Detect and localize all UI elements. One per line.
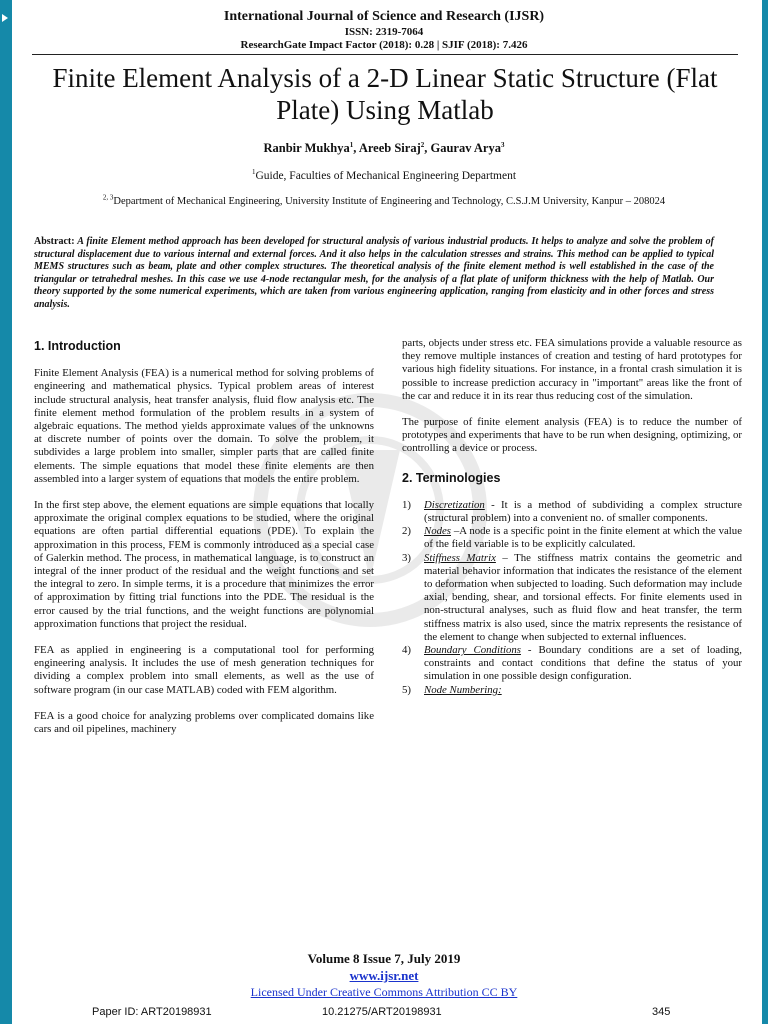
section-heading-terminologies: 2. Terminologies <box>402 470 501 485</box>
term-name: Stiffness Matrix <box>424 551 496 564</box>
footer-website-link[interactable]: www.ijsr.net <box>349 968 419 983</box>
intro-paragraph-3: FEA as applied in engineering is a computational tool for performing engineering analysis. It includes the use of mesh generation techniques for dividing a complex problem into small elements, as well as the use of software program (in our case MATLAB) coded with FEM algorithm. <box>34 644 374 696</box>
intro-paragraph-6: The purpose of finite element analysis (FEA) is to reduce the number of prototypes and experiments that have to be run when designing, optimizing, or controlling a device or process. <box>402 416 742 455</box>
item-number: 3) <box>402 551 411 564</box>
intro-paragraph-5: parts, objects under stress etc. FEA simulations provide a valuable resource as they remove multiple instances of creation and testing of hard prototypes for various high fidelity situations. For instance, in a frontal crash simulation it is possible to increase prediction accuracy in "important" areas like the front of the car and reduce it in its rear thus reducing cost of the simulation. <box>402 337 742 402</box>
affiliation-text: Department of Mechanical Engineering, University Institute of Engineering and Technology, C.S.J.M University, Kanpur – 208024 <box>113 196 666 207</box>
term-separator: – <box>451 525 460 538</box>
intro-paragraph-1: Finite Element Analysis (FEA) is a numerical method for solving problems of engineering and mathematical physics. Typical problem areas of interest include structural analysis, heat transfer analysis, fluid flow analysis etc. The finite element method formulation of the problem results in a system of algebraic equations. The method yields approximate values of the unknowns at discrete number of points over the domain. To solve the problem, it subdivides a large problem into smaller, simpler parts that are called finite elements. The simple equations that model these finite elements are then assembled into a larger system of equations that models the entire problem. <box>34 367 374 485</box>
affiliation-text: Guide, Faculties of Mechanical Engineering Department <box>255 170 517 182</box>
terminology-list <box>402 499 742 697</box>
list-item <box>402 684 742 697</box>
affiliation-1 <box>0 170 768 182</box>
item-number: 5) <box>402 683 411 696</box>
impact-factor: ResearchGate Impact Factor (2018): 0.28 | SJIF (2018): 7.426 <box>240 39 528 51</box>
item-number: 1) <box>402 498 411 511</box>
author-sup: 3 <box>500 140 505 149</box>
author-name: Gaurav Arya <box>430 141 501 155</box>
term-text: The stiffness matrix contains the geometric and material behavior information that indicates the resistance of the element to deformation when subjected to loading. Such deformation may include axial, bending, shear, and torsional effects. For finite elements used in non-structural analyses, such as fluid flow and heat transfer, the term stiffness matrix is also used, since the matrix represents the resistance of the element to change when subjected to external influences. <box>424 551 743 643</box>
term-name: Nodes <box>424 525 451 538</box>
footer-page-number: 345 <box>652 1006 671 1018</box>
affiliation-2 <box>40 193 728 207</box>
author-sup: 1 <box>349 140 354 149</box>
author-sup: 2 <box>420 140 425 149</box>
header-divider <box>32 54 738 55</box>
term-name: Node Numbering: <box>424 683 502 696</box>
author-list: Ranbir Mukhya$^1$, Areeb Siraj$^2$, Gaurav Arya$^3$ <box>263 140 505 155</box>
footer-paper-id: Paper ID: ART20198931 <box>92 1006 212 1018</box>
item-number: 4) <box>402 644 411 657</box>
term-separator: - <box>520 644 539 657</box>
affiliation-sup: 1 <box>251 168 256 177</box>
journal-name: International Journal of Science and Research (IJSR) <box>223 9 545 24</box>
term-text: Boundary conditions are a set of loading, constraints and contact conditions that define the status of your simulation in one possible design configuration. <box>424 644 742 683</box>
term-name: Boundary Conditions <box>424 644 521 657</box>
intro-paragraph-2: In the first step above, the element equations are simple equations that locally approximate the original complex equations to be studied, where the original equations are often partial differential equations (PDE). To explain the approximation in this process, FEM is commonly introduced as a special case of Galerkin method. The process, in mathematical language, is to construct an integral of the inner product of the residual and the weight functions and set the integral to zero. In simple terms, it is a procedure that minimizes the error of approximation by fitting trial functions into the PDE. The residual is the error caused by the trial functions, and the weight functions are polynomial approximation functions that project the residual. <box>34 499 374 630</box>
abstract <box>34 236 714 312</box>
paper-title: Finite Element Analysis of a 2-D Linear Static Structure (Flat Plate) Using Matlab <box>52 63 718 125</box>
issn: ISSN: 2319-7064 <box>344 26 424 38</box>
footer-doi: 10.21275/ART20198931 <box>322 1006 442 1018</box>
left-column <box>34 338 374 749</box>
footer-volume: Volume 8 Issue 7, July 2019 <box>307 951 461 966</box>
author-name: Ranbir Mukhya <box>263 141 350 155</box>
footer-license-link[interactable]: Licensed Under Creative Commons Attribution CC BY <box>250 985 518 999</box>
intro-paragraph-4: FEA is a good choice for analyzing problems over complicated domains like cars and oil pipelines, machinery <box>34 709 374 736</box>
list-item <box>402 644 742 684</box>
term-text: It is a method of subdividing a complex structure (structural problem) into a convenient no. of smaller components. <box>424 498 743 525</box>
abstract-text: A finite Element method approach has been developed for structural analysis of various industrial products. It helps to analyze and solve the problem of structural displacement due to various internal and external forces. And it also helps in the calculation stresses and strains. This method can be applied to typical MEMS structures such as beam, plate and other complex structures. The theoretical analysis of the finite element method is well established in the case of the triangular or tetrahedral meshes. In this case we use 4-node rectangular mesh, for the analysis of a flat plate of uniform thickness with the help of Matlab. Our theory supported by the some numerical experiments, which are taken from various engineering application, ranging from elasticity and in other forces and stress analysis. <box>34 236 714 310</box>
affiliation-sup: 2, 3 <box>102 193 114 202</box>
abstract-label: Abstract: <box>34 236 75 247</box>
list-item <box>402 552 742 644</box>
term-separator: - <box>484 498 501 511</box>
section-heading-introduction: 1. Introduction <box>34 339 121 353</box>
list-item <box>402 525 742 551</box>
term-name: Discretization <box>424 498 485 511</box>
item-number: 2) <box>402 525 411 538</box>
list-item <box>402 499 742 525</box>
right-column <box>402 337 742 697</box>
author-name: Areeb Siraj <box>358 141 421 155</box>
term-text: A node is a specific point in the finite element at which the value of the field variable is to be explicitly calculated. <box>424 525 742 551</box>
term-separator: – <box>495 551 515 564</box>
